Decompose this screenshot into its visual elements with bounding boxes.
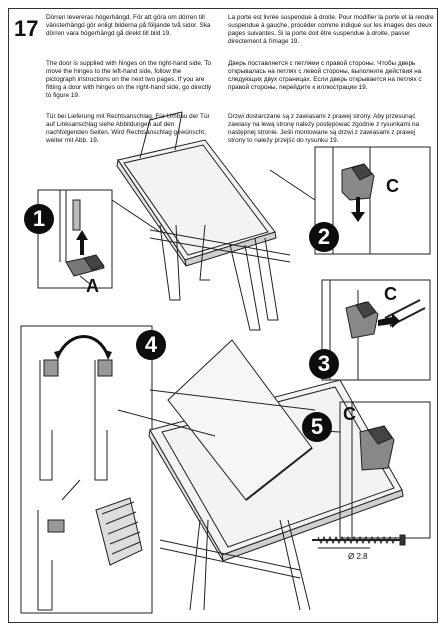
step-badge-5: 5 bbox=[302, 412, 332, 442]
label-c-step3: C bbox=[384, 284, 397, 304]
step-badge-4: 4 bbox=[136, 330, 166, 360]
text-french: La porte est livrée suspendue à droite. Pour modifier la porte et la rendre suspendue à gauche, procéder comme indiqué sur les images des deux pages suivantes. Si la porte doit être suspendue à droite, passer directement à l'image 19. bbox=[228, 14, 434, 46]
arrow-down-icon bbox=[351, 197, 365, 222]
label-a: A bbox=[86, 276, 99, 296]
text-russian: Дверь поставляется с петлями с правой стороны. Чтобы дверь открывалась на петлях с левой стороны, выполните действия на следующих двух страницах. Если дверь открывается на петлях с правой стороны, перейдите к иллюстрации 19. bbox=[228, 60, 422, 92]
page-number: 17 bbox=[14, 16, 39, 41]
label-c-step2: C bbox=[386, 176, 399, 196]
text-polish: Drzwi dostarczane są z zawiasami z prawej strony. Aby przesunąć zawiasy na lewą stronę należy postępować zgodnie z rysunkami na następnej stronie. Jeśli montowane są drzwi z zawiasami z prawej strony to należy przejść do rysunku 19. bbox=[228, 113, 420, 145]
screw-drawing bbox=[312, 535, 405, 548]
detail-box-1 bbox=[38, 190, 112, 288]
leader-line-2 bbox=[270, 170, 315, 200]
step-badge-1: 1 bbox=[24, 204, 54, 234]
swap-arrow-icon bbox=[58, 337, 108, 357]
text-swedish: Dörren levereras högerhängd. För att göra om dörren till vänsterhängd gör enligt bilderna på följande två sidor. Ska dörren vara högerhängd gå direkt till bild 19. bbox=[46, 14, 211, 38]
label-c-step5: C bbox=[343, 404, 356, 424]
text-english: The door is supplied with hinges on the right-hand side. To move the hinges to the left-hand side, follow the pictograph instructions on the next two pages. If you are fitting a door with hinges on the right-hand side, go directly to figure 19. bbox=[46, 60, 212, 100]
step-badge-3: 3 bbox=[309, 349, 339, 379]
arrow-up-icon bbox=[76, 230, 88, 255]
detail-box-4 bbox=[21, 326, 152, 613]
step-badge-2: 2 bbox=[309, 222, 339, 252]
text-german: Tür bei Lieferung mit Rechtsanschlag. Für Umbau der Tür auf Linksanschlag siehe Abbildungen auf den nachfolgenden Seiten. Wird Rechtsanschlag gewünscht, weiter mit Abb. 19. bbox=[46, 113, 210, 145]
screw-diameter-label: Ø 2.8 bbox=[348, 552, 368, 561]
